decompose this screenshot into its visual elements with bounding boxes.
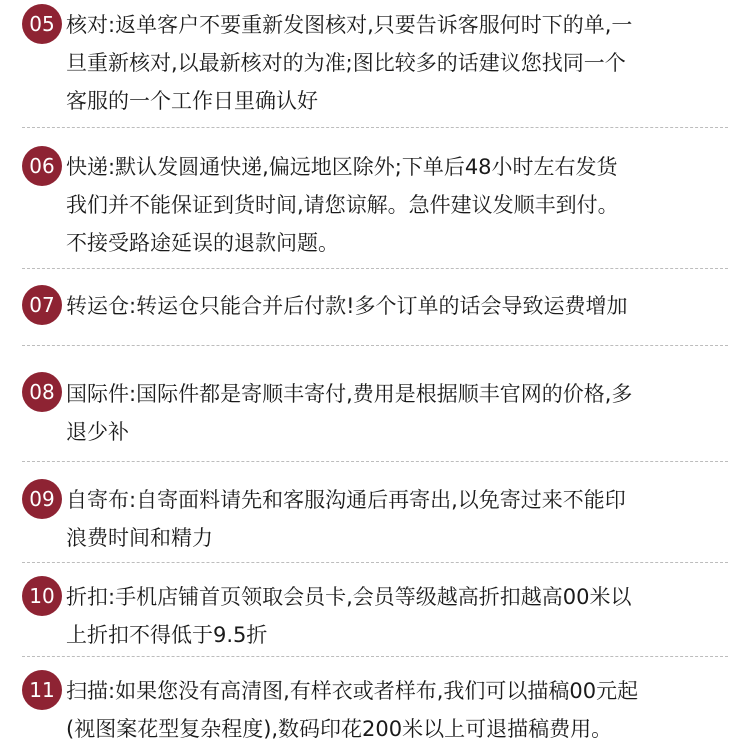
text-line: 旦重新核对,以最新核对的为准;图比较多的话建议您找同一个	[66, 51, 626, 75]
policy-text	[66, 481, 732, 557]
number-badge: 07	[22, 285, 62, 325]
number-badge: 10	[22, 576, 62, 616]
text-line: 退少补	[66, 420, 129, 444]
policy-text	[66, 6, 732, 120]
text-line: 客服的一个工作日里确认好	[66, 89, 318, 113]
number-badge: 08	[22, 372, 62, 412]
dashed-divider	[22, 656, 728, 657]
policy-text	[66, 148, 732, 262]
dashed-divider	[22, 345, 728, 346]
text-line: (视图案花型复杂程度),数码印花200米以上可退描稿费用。	[66, 717, 613, 741]
text-line: 上折扣不得低于9.5折	[66, 623, 268, 647]
dashed-divider	[22, 461, 728, 462]
policy-text	[66, 672, 732, 748]
dashed-divider	[22, 268, 728, 269]
number-badge: 06	[22, 146, 62, 186]
text-line: 浪费时间和精力	[66, 526, 213, 550]
text-line: 核对:返单客户不要重新发图核对,只要告诉客服何时下的单,一	[66, 13, 633, 37]
dashed-divider	[22, 562, 728, 563]
text-line: 快递:默认发圆通快递,偏远地区除外;下单后48小时左右发货	[66, 155, 618, 179]
number-badge: 05	[22, 4, 62, 44]
policy-text	[66, 375, 732, 451]
text-line: 折扣:手机店铺首页领取会员卡,会员等级越高折扣越高00米以	[66, 585, 632, 609]
text-line: 不接受路途延误的退款问题。	[66, 231, 339, 255]
text-line: 扫描:如果您没有高清图,有样衣或者样布,我们可以描稿00元起	[66, 679, 639, 703]
text-line: 转运仓:转运仓只能合并后付款!多个订单的话会导致运费增加	[66, 294, 628, 318]
text-line: 国际件:国际件都是寄顺丰寄付,费用是根据顺丰官网的价格,多	[66, 382, 633, 406]
number-badge: 09	[22, 479, 62, 519]
policy-text	[66, 578, 732, 654]
number-badge: 11	[22, 670, 62, 710]
dashed-divider	[22, 127, 728, 128]
policy-text	[66, 287, 732, 325]
text-line: 我们并不能保证到货时间,请您谅解。急件建议发顺丰到付。	[66, 193, 619, 217]
text-line: 自寄布:自寄面料请先和客服沟通后再寄出,以免寄过来不能印	[66, 488, 626, 512]
